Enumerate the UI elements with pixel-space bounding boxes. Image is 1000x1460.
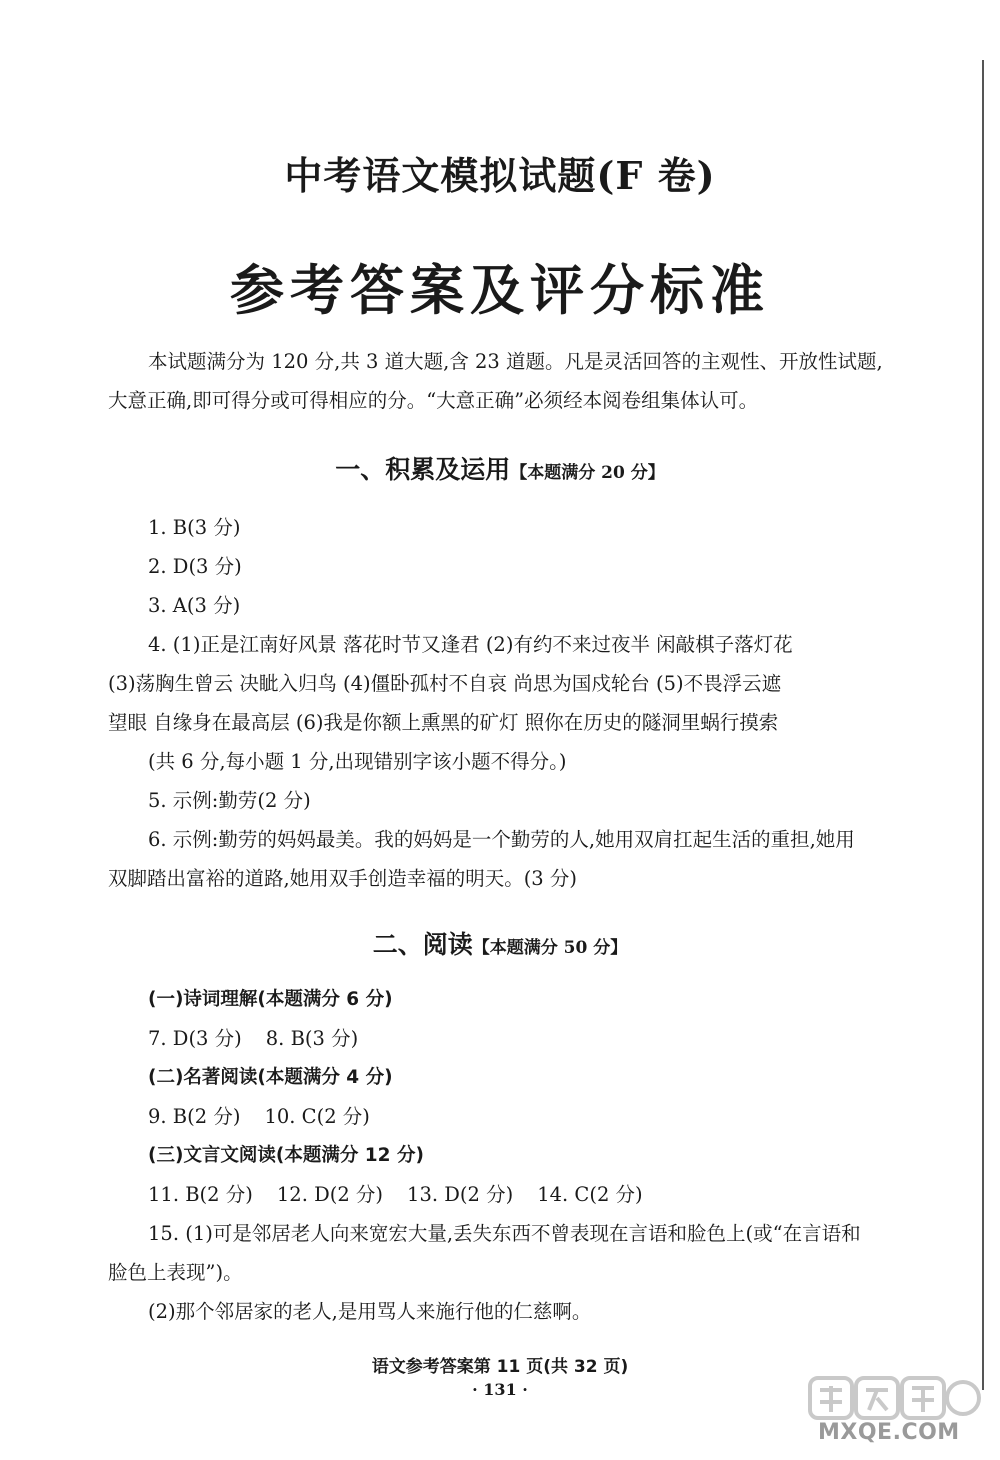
section-2-heading: [0, 925, 1000, 961]
answer-line: 1. B(3 分): [148, 516, 241, 539]
exam-title: 中考语文模拟试题(F 卷): [284, 153, 716, 198]
answer-line: (3)荡胸生曾云 决眦入归鸟 (4)僵卧孤村不自哀 尚思为国戍轮台 (5)不畏浮云遮: [108, 672, 782, 695]
answer-line: 脸色上表现”)。: [108, 1261, 243, 1284]
answer-line: (2)那个邻居家的老人,是用骂人来施行他的仁慈啊。: [148, 1300, 592, 1323]
answer-line: 15. (1)可是邻居老人向来宽宏大量,丢失东西不曾表现在言语和脸色上(或“在言语和: [148, 1222, 861, 1245]
answer-key-title: 参考答案及评分标准: [230, 258, 770, 322]
section-1-title: 一、积累及运用: [335, 455, 511, 484]
answer-line: (共 6 分,每小题 1 分,出现错别字该小题不得分。): [148, 750, 567, 773]
intro-line: 本试题满分为 120 分,共 3 道大题,含 23 道题。凡是灵活回答的主观性、开放性试题,: [148, 350, 883, 373]
section-1-score-note: 【本题满分 20 分】: [510, 463, 665, 483]
answer-line: 9. B(2 分) 10. C(2 分): [148, 1105, 370, 1128]
section-1-answers: [108, 508, 948, 898]
watermark-text: MXQE.COM: [818, 1420, 960, 1445]
section-1-heading: [0, 450, 1000, 486]
watermark-logo-icon: [808, 1372, 983, 1424]
intro-line: 大意正确,即可得分或可得相应的分。“大意正确”必须经本阅卷组集体认可。: [108, 389, 759, 412]
answer-line: 6. 示例:勤劳的妈妈最美。我的妈妈是一个勤劳的人,她用双肩扛起生活的重担,她用: [148, 828, 855, 851]
answer-line: 3. A(3 分): [148, 594, 241, 617]
page-number: · 131 ·: [472, 1380, 528, 1399]
watermark: [808, 1372, 983, 1452]
answer-line: 双脚踏出富裕的道路,她用双手创造幸福的明天。(3 分): [108, 867, 578, 890]
subsection-heading: (一)诗词理解(本题满分 6 分): [148, 989, 393, 1010]
intro-paragraph: [108, 342, 948, 420]
section-2-title: 二、阅读: [372, 930, 473, 959]
subsection-heading: (二)名著阅读(本题满分 4 分): [148, 1067, 393, 1088]
answer-line: 4. (1)正是江南好风景 落花时节又逢君 (2)有约不来过夜半 闲敲棋子落灯花: [148, 633, 793, 656]
answer-line: 7. D(3 分) 8. B(3 分): [148, 1027, 359, 1050]
answer-line: 11. B(2 分) 12. D(2 分) 13. D(2 分) 14. C(2 分): [148, 1183, 643, 1206]
section-2-score-note: 【本题满分 50 分】: [472, 938, 628, 958]
subsection-heading: (三)文言文阅读(本题满分 12 分): [148, 1145, 424, 1166]
answer-line: 2. D(3 分): [148, 555, 242, 578]
page-footer: 语文参考答案第 11 页(共 32 页): [371, 1357, 629, 1377]
section-2-answers: [108, 980, 948, 1331]
answer-line: 望眼 自缘身在最高层 (6)我是你额上熏黑的矿灯 照你在历史的隧洞里蜗行摸索: [108, 711, 779, 734]
answer-line: 5. 示例:勤劳(2 分): [148, 789, 311, 812]
